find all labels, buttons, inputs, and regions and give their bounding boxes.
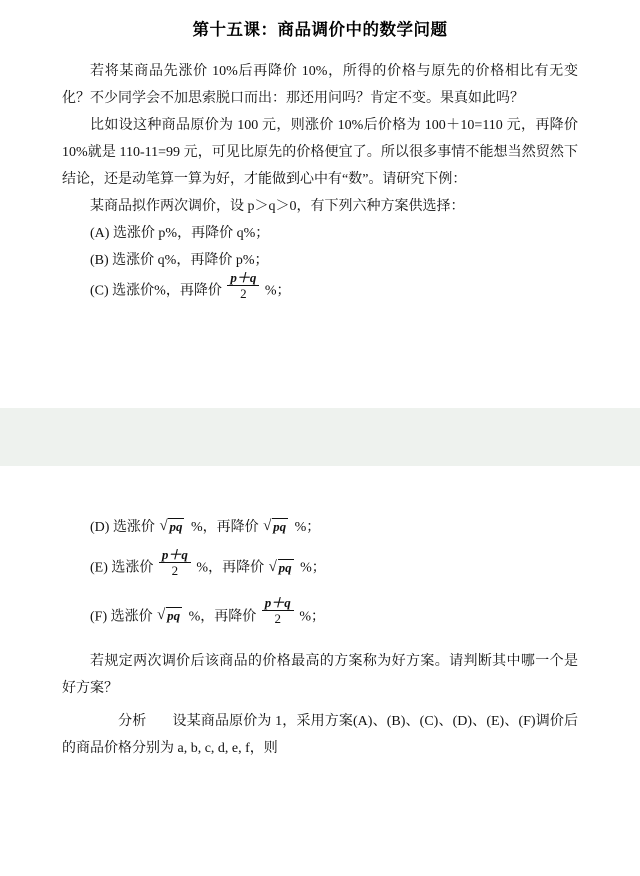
spacer	[62, 634, 578, 648]
option-c	[62, 269, 578, 309]
fraction-p-plus-q-over-2	[159, 548, 191, 578]
body-paragraph-3: 某商品拟作两次调价，设 p＞q＞0，有下列六种方案供选择：	[90, 199, 465, 214]
option-f-text-2: %，再降价	[188, 609, 257, 625]
analysis-paragraph	[62, 708, 578, 762]
option-d-text-3: %；	[294, 520, 321, 535]
page-bottom-section	[0, 511, 640, 762]
option-f-text-3: %；	[299, 609, 325, 625]
analysis-text: 设某商品原价为 1，采用方案(A)、(B)、(C)、(D)、(E)、(F)调价后的商品价格分别为 a, b, c, d, e, f，则	[62, 714, 578, 757]
option-a	[62, 220, 578, 247]
radical-pq-1	[157, 607, 184, 624]
radical-body: pq	[273, 519, 287, 534]
option-f-text-1: 选涨价	[110, 609, 153, 625]
option-c-label: (C)	[90, 283, 109, 299]
fraction-denominator: 2	[274, 611, 282, 627]
radical-sign-icon: √	[159, 518, 168, 534]
fraction-numerator: p＋q	[161, 546, 188, 562]
fraction-p-plus-q-over-2	[262, 596, 294, 626]
option-d-label: (D)	[90, 520, 110, 535]
option-e-label: (E)	[90, 560, 108, 576]
option-d	[62, 511, 578, 545]
spacer	[62, 44, 578, 58]
fraction-numerator: p＋q	[264, 595, 291, 611]
spacer	[62, 586, 578, 600]
fraction-denominator: 2	[171, 562, 179, 578]
document-page	[0, 16, 640, 876]
option-e-text-2: %，再降价	[196, 560, 265, 576]
radical-pq-1	[269, 559, 296, 576]
option-e-text-3: %；	[300, 560, 326, 576]
radical-pq-2	[263, 518, 290, 535]
option-d-text-2: %，再降价	[190, 520, 259, 535]
option-d-text-1: 选涨价	[112, 520, 155, 535]
option-a-label: (A)	[90, 226, 110, 241]
body-paragraph-1: 若将某商品先涨价 10%后再降价 10%，所得的价格与原先的价格相比有无变化？不少同学会不加思索脱口而出：那还用问吗？肯定不变。果真如此吗？	[62, 64, 578, 106]
body-paragraph-2: 比如设这种商品原价为 100 元，则涨价 10%后价格为 100＋10=110 元，再降价 10%就是 110-11=99 元，可见比原先的价格便宜了。所以很多事情不能想当然贸然下结论，还是动笔算一算为好，才能做到心中有“数”。请研究下例：	[62, 118, 578, 187]
radical-body: pq	[169, 519, 183, 534]
option-b-text: 选涨价 q%，再降价 p%；	[112, 253, 269, 268]
option-b	[62, 247, 578, 274]
option-b-label: (B)	[90, 253, 109, 268]
analysis-label: 分析	[118, 714, 147, 730]
option-e-text-1: 选涨价	[111, 560, 154, 576]
option-e	[62, 546, 578, 586]
radical-body: pq	[278, 559, 292, 575]
option-c-text-1: 选涨价%，再降价	[112, 283, 222, 299]
fraction-denominator: 2	[240, 285, 247, 301]
option-f-label: (F)	[90, 609, 108, 625]
radical-sign-icon: √	[263, 518, 272, 534]
page-title: 第十五课：商品调价中的数学问题	[192, 20, 448, 39]
option-c-text-2: %；	[264, 283, 291, 299]
option-f	[62, 595, 578, 635]
page-break-band	[0, 408, 640, 466]
radical-sign-icon: √	[157, 607, 166, 624]
option-a-text: 选涨价 p%，再降价 q%；	[112, 226, 270, 241]
fraction-numerator: p＋q	[230, 269, 257, 285]
page-top-section	[0, 16, 640, 309]
radical-sign-icon: √	[268, 558, 277, 575]
fraction-p-plus-q-over-2	[227, 271, 259, 301]
radical-body: pq	[167, 608, 181, 624]
radical-pq-1	[159, 518, 186, 535]
body-paragraph-4: 若规定两次调价后该商品的价格最高的方案称为好方案。请判断其中哪一个是好方案？	[62, 654, 578, 697]
